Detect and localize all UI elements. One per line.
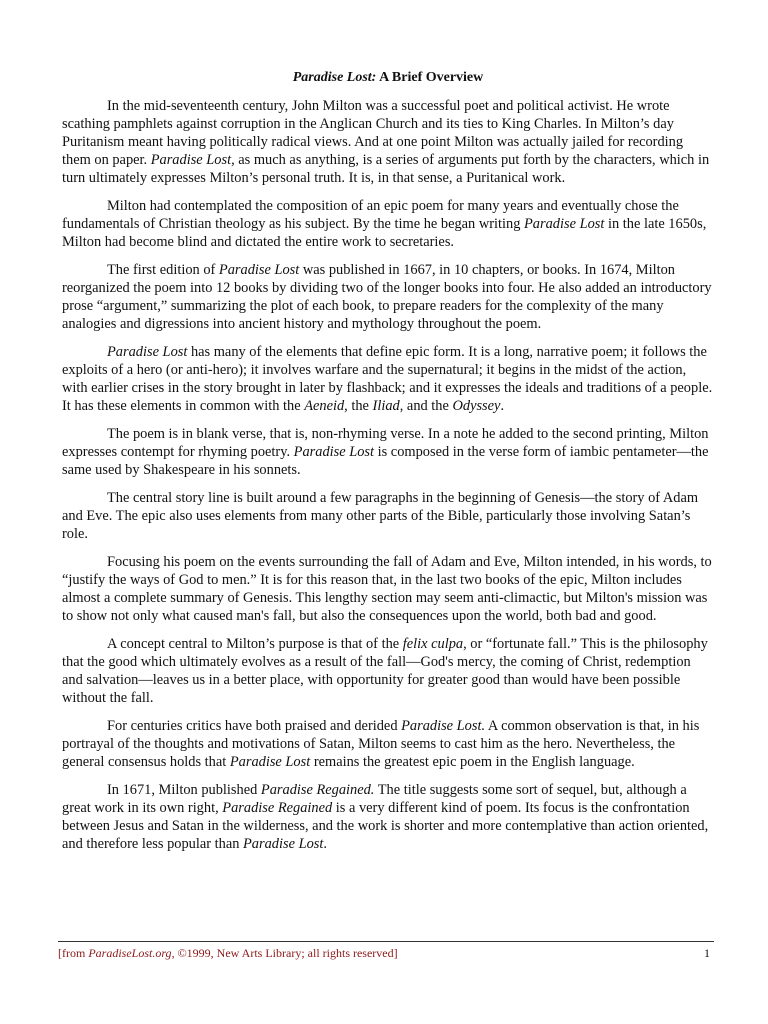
paragraph: [62, 717, 714, 771]
text-run: .: [500, 398, 505, 414]
italic-run: Paradise Lost: [243, 836, 324, 852]
italic-run: Paradise Lost: [150, 152, 232, 168]
document-page: [62, 69, 714, 863]
paragraph: [62, 489, 714, 543]
text-run: Milton had contemplated the composition of an epic poem for many years and eventually chose the fundamentals of Christian theology as his subject. By the time he began writing: [62, 198, 679, 232]
text-run: , or “fortunate fall.” This is the philosophy that the good which ultimately evolves as a result of the fall—God's mercy, the coming of Christ, redemption and salvation—leaves us in a better place, with opportunity for greater good than would have been possible without the fall.: [62, 636, 708, 706]
italic-run: Iliad: [372, 398, 400, 414]
italic-run: Odyssey: [452, 398, 501, 414]
italic-run: Paradise Lost: [229, 754, 311, 770]
paragraph: [62, 97, 714, 187]
text-run: The central story line is built around a few paragraphs in the beginning of Genesis—the story of Adam and Eve. The epic also uses elements from many other parts of the Bible, particularly those involving Satan’s role.: [62, 490, 699, 542]
text-run: In 1671, Milton published: [107, 782, 261, 798]
paragraph: [62, 781, 714, 853]
text-run: A concept central to Milton’s purpose is that of the: [107, 636, 403, 652]
text-run: , as much as anything, is a series of arguments put forth by the characters, which in turn ultimately expresses Milton’s personal truth. It is, in that sense, a Puritanical work.: [62, 152, 710, 186]
italic-run: Paradise Lost: [218, 262, 300, 278]
text-run: was published in 1667, in 10 chapters, or books. In 1674, Milton reorganized the poem into 12 books by dividing two of the longer books into four. He also added an introductory prose “argument,” summarizing the plot of each book, to prepare readers for the complexity of the many analogies and digressions into ancient history and mythology throughout the poem.: [62, 262, 712, 332]
italic-run: Paradise Regained.: [260, 782, 375, 798]
text-run: in the late 1650s, Milton had become blind and dictated the entire work to secretaries.: [62, 216, 707, 250]
text-run: A common observation is that, in his portrayal of the thoughts and motivations of Satan, Milton seems to cast him as the hero. Nevertheless, the general consensus holds that: [62, 718, 700, 770]
footer-site: ParadiseLost.org: [88, 946, 172, 960]
text-run: has many of the elements that define epic form. It is a long, narrative poem; it follows the exploits of a hero (or anti-hero); it involves warfare and the supernatural; it begins in the midst of the action, with earlier crises in the story brought in later by flashback; and it expresses the ideals and traditions of a people. It has these elements in common with the: [62, 344, 713, 414]
text-run: In the mid-seventeenth century, John Milton was a successful poet and political activist. He wrote scathing pamphlets against corruption in the Anglican Church and its ties to King Charles. In Milton’s day Puritanism meant having politically radical views. And at one point Milton was actually jailed for recording them on paper.: [62, 98, 684, 168]
italic-run: felix culpa: [402, 636, 464, 652]
page-footer: [58, 941, 714, 960]
text-run: is composed in the verse form of iambic pentameter—the same used by Shakespeare in his sonnets.: [62, 444, 709, 478]
text-run: The title suggests some sort of sequel, but, although a great work in its own right,: [62, 782, 687, 816]
text-run: is a very different kind of poem. Its focus is the confrontation between Jesus and Satan in the wilderness, and the work is shorter and more contemplative than action oriented, and therefore less popular than: [62, 800, 709, 852]
page-number: 1: [704, 946, 710, 960]
document-title: [62, 69, 714, 87]
text-run: .: [323, 836, 327, 852]
italic-run: Paradise Lost: [107, 344, 188, 360]
document-body: [62, 97, 714, 853]
paragraph: [62, 197, 714, 251]
paragraph: [62, 635, 714, 707]
italic-run: Paradise Regained: [222, 800, 333, 816]
title-italic: Paradise Lost:: [292, 70, 377, 85]
italic-run: Paradise Lost: [293, 444, 375, 460]
footer-source: [58, 946, 398, 960]
text-run: The poem is in blank verse, that is, non-rhyming verse. In a note he added to the second printing, Milton expresses contempt for rhyming poetry.: [62, 426, 709, 460]
text-run: , and the: [399, 398, 453, 414]
text-run: For centuries critics have both praised and derided: [107, 718, 402, 734]
italic-run: Paradise Lost: [524, 216, 605, 232]
italic-run: Paradise Lost.: [401, 718, 486, 734]
paragraph: [62, 261, 714, 333]
text-run: , the: [344, 398, 373, 414]
footer-suffix: , ©1999, New Arts Library; all rights reserved]: [171, 946, 398, 960]
paragraph: [62, 553, 714, 625]
paragraph: [62, 343, 714, 415]
paragraph: [62, 425, 714, 479]
title-rest: A Brief Overview: [376, 70, 484, 85]
footer-prefix: [from: [58, 946, 89, 960]
text-run: The first edition of: [107, 262, 219, 278]
italic-run: Aeneid: [304, 398, 345, 414]
text-run: Focusing his poem on the events surrounding the fall of Adam and Eve, Milton intended, in his words, to “justify the ways of God to men.” It is for this reason that, in the last two books of the epic, Milton includes almost a complete summary of Genesis. This lengthy section may seem anti-climactic, but Milton's mission was to show not only what caused man's fall, but also the consequences upon the world, both bad and good.: [62, 554, 712, 624]
text-run: remains the greatest epic poem in the English language.: [310, 754, 635, 770]
